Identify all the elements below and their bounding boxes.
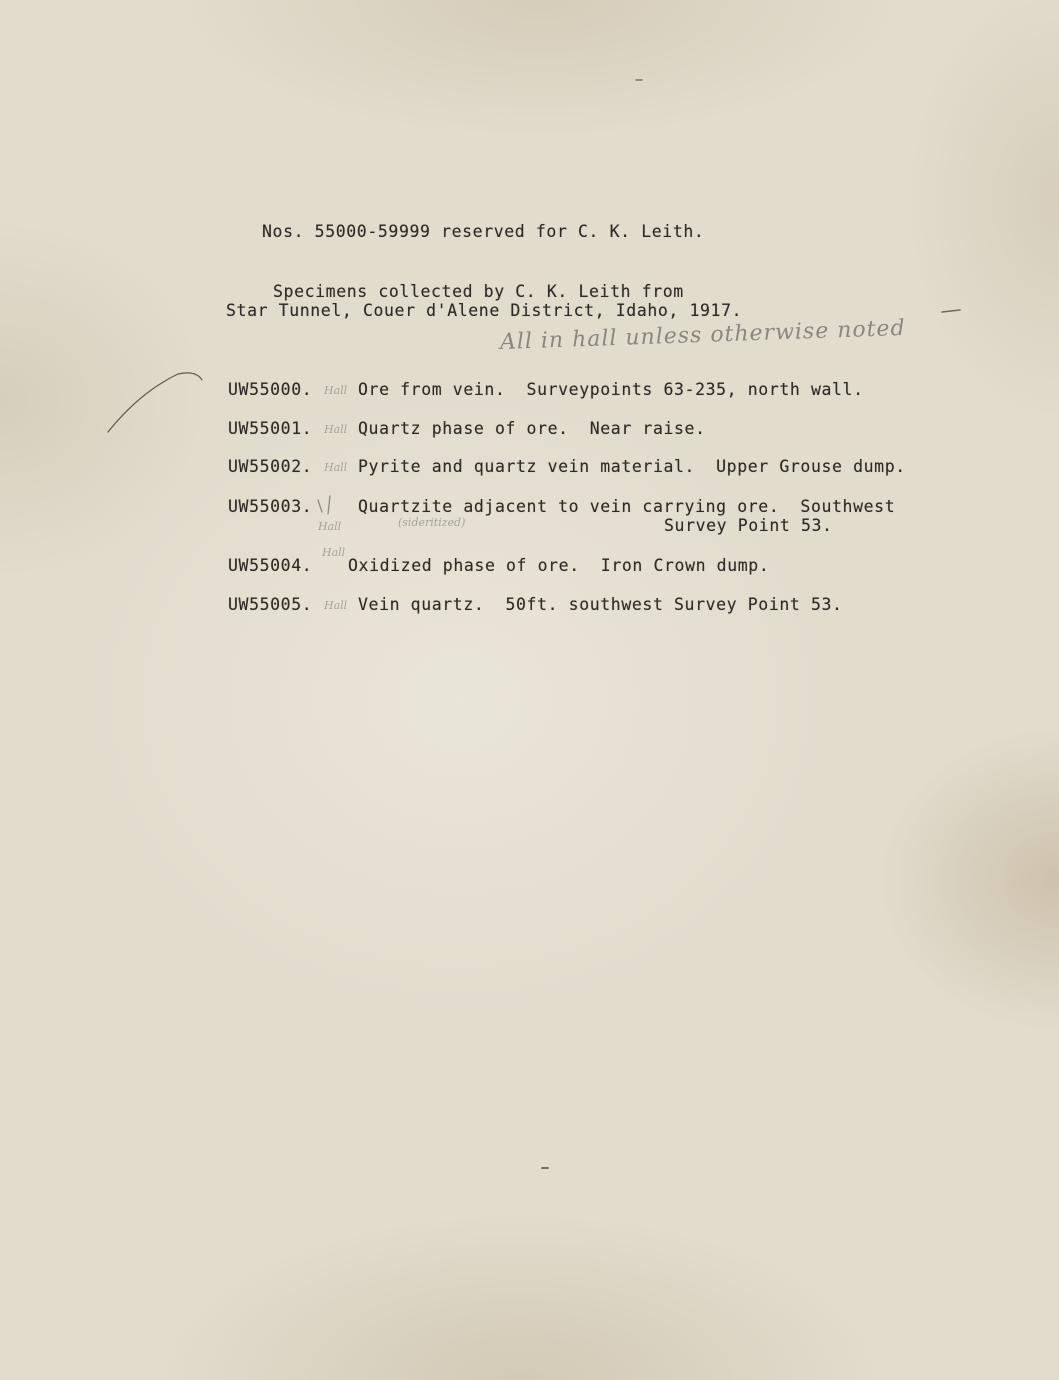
- specimen-annotation-4: Hall: [322, 546, 346, 559]
- specimen-description-0: Ore from vein. Surveypoints 63-235, north wall.: [358, 380, 864, 399]
- specimen-code-4: UW55004.: [228, 556, 313, 575]
- specimen-code-2: UW55002.: [228, 457, 313, 476]
- specimen-annotation-2: Hall: [324, 461, 348, 474]
- specimen-code-5: UW55005.: [228, 595, 313, 614]
- specimen-description-3-line-2: Survey Point 53.: [664, 516, 833, 535]
- specimen-annotation-5: Hall: [324, 599, 348, 612]
- reservation-heading: Nos. 55000-59999 reserved for C. K. Leith.: [262, 222, 705, 241]
- pencil-dash-right: [942, 310, 960, 312]
- specimen-description-1: Quartz phase of ore. Near raise.: [358, 419, 706, 438]
- specimen-annotation-0: Hall: [324, 384, 348, 397]
- intro-line-1: Specimens collected by C. K. Leith from: [273, 282, 684, 301]
- specimen-description-3: Quartzite adjacent to vein carrying ore. Southwest: [358, 497, 896, 516]
- specimen-code-0: UW55000.: [228, 380, 313, 399]
- pencil-stroke-left: [108, 373, 202, 432]
- intro-line-2: Star Tunnel, Couer d'Alene District, Idaho, 1917.: [226, 301, 743, 320]
- specimen-code-1: UW55001.: [228, 419, 313, 438]
- pencil-check-3: [318, 496, 330, 514]
- specimen-annotation-3: Hall: [318, 520, 342, 533]
- specimen-description-5: Vein quartz. 50ft. southwest Survey Point 53.: [358, 595, 843, 614]
- specimen-annotation-extra-3: (sideritized): [398, 516, 466, 529]
- specimen-code-3: UW55003.: [228, 497, 313, 516]
- specimen-description-4: Oxidized phase of ore. Iron Crown dump.: [348, 556, 770, 575]
- handwritten-note: All in hall unless otherwise noted: [499, 315, 906, 355]
- specimen-annotation-1: Hall: [324, 423, 348, 436]
- specimen-description-2: Pyrite and quartz vein material. Upper Grouse dump.: [358, 457, 906, 476]
